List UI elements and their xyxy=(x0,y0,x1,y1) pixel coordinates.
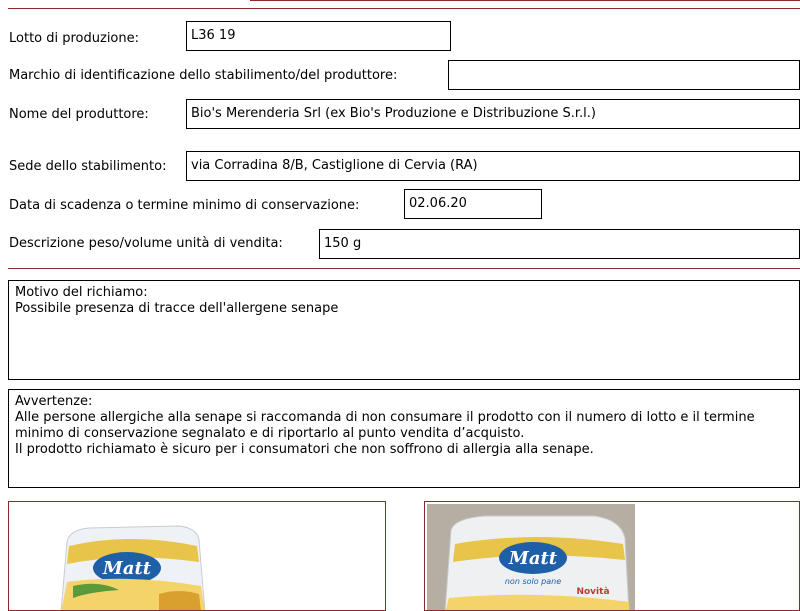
motivo-title: Motivo del richiamo: xyxy=(15,285,148,300)
marchio-field xyxy=(448,60,800,90)
scadenza-label: Data di scadenza o termine minimo di conservazione: xyxy=(9,198,360,213)
motivo-text: Possibile presenza di tracce dell'allergene senape xyxy=(15,301,339,316)
product-photo-1 xyxy=(9,502,385,611)
avvertenze-title: Avvertenze: xyxy=(15,394,93,409)
lotto-field: L36 19 xyxy=(186,21,451,51)
section-divider-middle xyxy=(8,268,800,269)
sede-field: via Corradina 8/B, Castiglione di Cervia (RA) xyxy=(186,151,800,181)
lotto-label: Lotto di produzione: xyxy=(9,31,140,46)
product-novita-tag: Novità xyxy=(576,587,610,597)
section-divider-top xyxy=(8,8,800,9)
avvertenze-text-2: Il prodotto richiamato è sicuro per i consumatori che non soffrono di allergia alla senape. xyxy=(15,442,594,457)
product-slogan: non solo pane xyxy=(504,577,562,586)
marchio-label: Marchio di identificazione dello stabilimento/del produttore: xyxy=(9,68,398,83)
sede-label: Sede dello stabilimento: xyxy=(9,159,167,174)
avvertenze-text-1: Alle persone allergiche alla senape si raccomanda di non consumare il prodotto con il numero di lotto e il termine minimo di conservazione segnalato e di riportarlo al punto vendita d’acquisto. xyxy=(15,410,755,441)
peso-label: Descrizione peso/volume unità di vendita: xyxy=(9,236,283,251)
produttore-field: Bio's Merenderia Srl (ex Bio's Produzione e Distribuzione S.r.l.) xyxy=(186,99,800,129)
peso-field: 150 g xyxy=(319,229,800,259)
product-image-frame-2 xyxy=(424,501,800,611)
product-photo-2 xyxy=(425,502,799,611)
avvertenze-box xyxy=(8,389,800,488)
product-image-frame-1 xyxy=(8,501,386,611)
scadenza-field: 02.06.20 xyxy=(404,189,542,219)
product-brand-2: Matt xyxy=(508,548,558,569)
motivo-box xyxy=(8,280,800,380)
product-brand-1: Matt xyxy=(102,558,152,579)
produttore-label: Nome del produttore: xyxy=(9,107,149,122)
top-rule xyxy=(250,0,800,1)
